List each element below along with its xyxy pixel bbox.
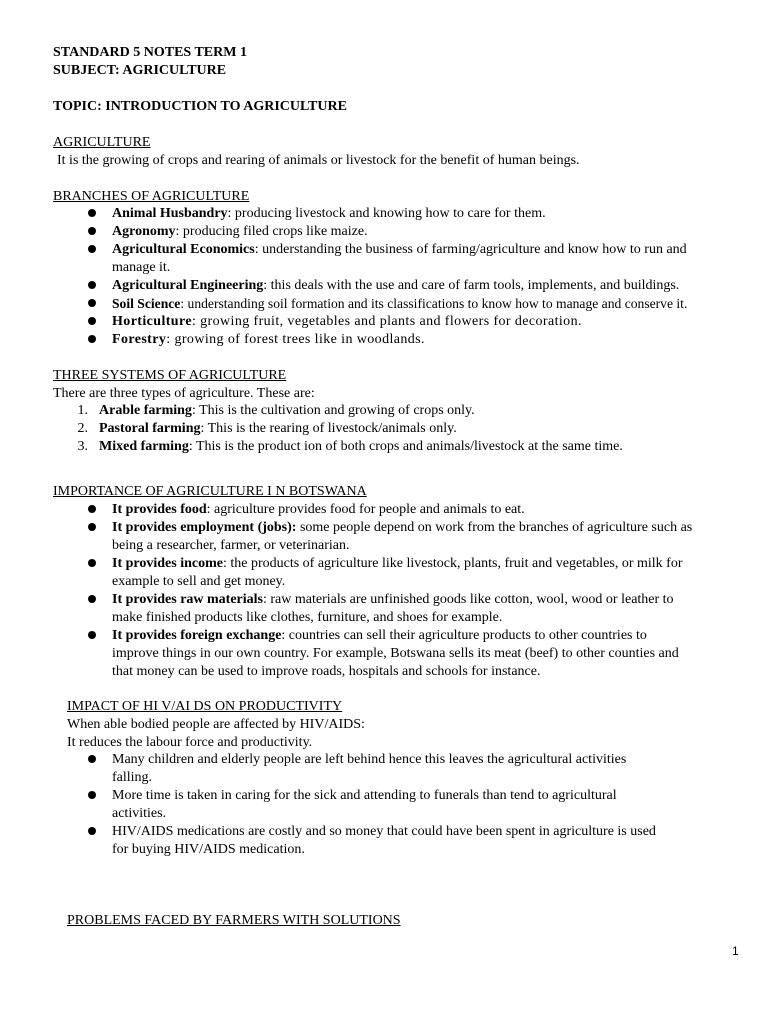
list-item: It provides employment (jobs): some people depend on work from the branches of agriculture such as	[112, 520, 693, 535]
bullet-icon	[88, 791, 96, 799]
list-item-continuation: falling.	[112, 770, 153, 785]
list-item: Soil Science: understanding soil formation and its classifications to know how to manage and conserve it.	[112, 296, 688, 311]
page-number: 1	[732, 944, 739, 958]
bullet-icon	[88, 827, 96, 835]
section-heading-problems: PROBLEMS FACED BY FARMERS WITH SOLUTIONS	[67, 913, 401, 928]
list-item: Horticulture: growing fruit, vegetables and plants and flowers for decoration.	[112, 314, 582, 329]
bullet-icon	[88, 245, 96, 253]
bullet-icon	[88, 281, 96, 289]
section-heading-agriculture: AGRICULTURE	[53, 135, 151, 150]
list-item-continuation: being a researcher, farmer, or veterinarian.	[112, 538, 350, 553]
list-item: More time is taken in caring for the sick and attending to funerals than tend to agricultural	[112, 788, 617, 803]
hiv-intro-1: When able bodied people are affected by HIV/AIDS:	[67, 717, 365, 732]
bullet-icon	[88, 209, 96, 217]
bullet-icon	[88, 523, 96, 531]
bullet-icon	[88, 317, 96, 325]
list-number: 2.	[77, 421, 88, 436]
bullet-icon	[88, 755, 96, 763]
list-item: HIV/AIDS medications are costly and so money that could have been spent in agriculture is used	[112, 824, 656, 839]
list-item: Animal Husbandry: producing livestock and knowing how to care for them.	[112, 206, 546, 221]
list-item-continuation: improve things in our own country. For example, Botswana sells its meat (beef) to other counties and	[112, 646, 679, 661]
list-item: Mixed farming: This is the product ion of both crops and animals/livestock at the same time.	[99, 439, 623, 454]
bullet-icon	[88, 595, 96, 603]
section-heading-branches: BRANCHES OF AGRICULTURE	[53, 189, 250, 204]
agriculture-definition: It is the growing of crops and rearing of animals or livestock for the benefit of human beings.	[57, 153, 580, 168]
list-item: Forestry: growing of forest trees like in woodlands.	[112, 332, 425, 347]
list-item: Agricultural Engineering: this deals with the use and care of farm tools, implements, and buildings.	[112, 278, 680, 293]
bullet-icon	[88, 631, 96, 639]
list-item: Pastoral farming: This is the rearing of livestock/animals only.	[99, 421, 457, 436]
list-item: It provides foreign exchange: countries can sell their agriculture products to other countries to	[112, 628, 647, 643]
bullet-icon	[88, 299, 96, 307]
list-item-continuation: activities.	[112, 806, 167, 821]
list-item: It provides income: the products of agriculture like livestock, plants, fruit and vegetables, or milk for	[112, 556, 683, 571]
list-item-continuation: that money can be used to improve roads, hospitals and schools for instance.	[112, 664, 541, 679]
systems-intro: There are three types of agriculture. These are:	[53, 386, 315, 401]
list-item-continuation: for buying HIV/AIDS medication.	[112, 842, 305, 857]
list-item: It provides raw materials: raw materials are unfinished goods like cotton, wool, wood or leather to	[112, 592, 674, 607]
topic-title: TOPIC: INTRODUCTION TO AGRICULTURE	[53, 99, 347, 114]
bullet-icon	[88, 335, 96, 343]
list-item-continuation: make finished products like clothes, furniture, and shoes for example.	[112, 610, 503, 625]
list-number: 3.	[77, 439, 88, 454]
bullet-icon	[88, 227, 96, 235]
list-item: Many children and elderly people are left behind hence this leaves the agricultural activities	[112, 752, 627, 767]
list-item: Arable farming: This is the cultivation and growing of crops only.	[99, 403, 475, 418]
bullet-icon	[88, 505, 96, 513]
bullet-icon	[88, 559, 96, 567]
list-number: 1.	[77, 403, 88, 418]
list-item: Agricultural Economics: understanding the business of farming/agriculture and know how to run and	[112, 242, 687, 257]
hiv-intro-2: It reduces the labour force and productivity.	[67, 735, 313, 750]
list-item-continuation: manage it.	[112, 260, 171, 275]
header-line-2: SUBJECT: AGRICULTURE	[53, 63, 227, 78]
list-item: Agronomy: producing filed crops like maize.	[112, 224, 368, 239]
section-heading-importance: IMPORTANCE OF AGRICULTURE I N BOTSWANA	[53, 484, 367, 499]
section-heading-systems: THREE SYSTEMS OF AGRICULTURE	[53, 368, 287, 383]
list-item-continuation: example to sell and get money.	[112, 574, 286, 589]
header-line-1: STANDARD 5 NOTES TERM 1	[53, 45, 247, 60]
list-item: It provides food: agriculture provides food for people and animals to eat.	[112, 502, 525, 517]
section-heading-hiv: IMPACT OF HI V/AI DS ON PRODUCTIVITY	[67, 699, 343, 714]
